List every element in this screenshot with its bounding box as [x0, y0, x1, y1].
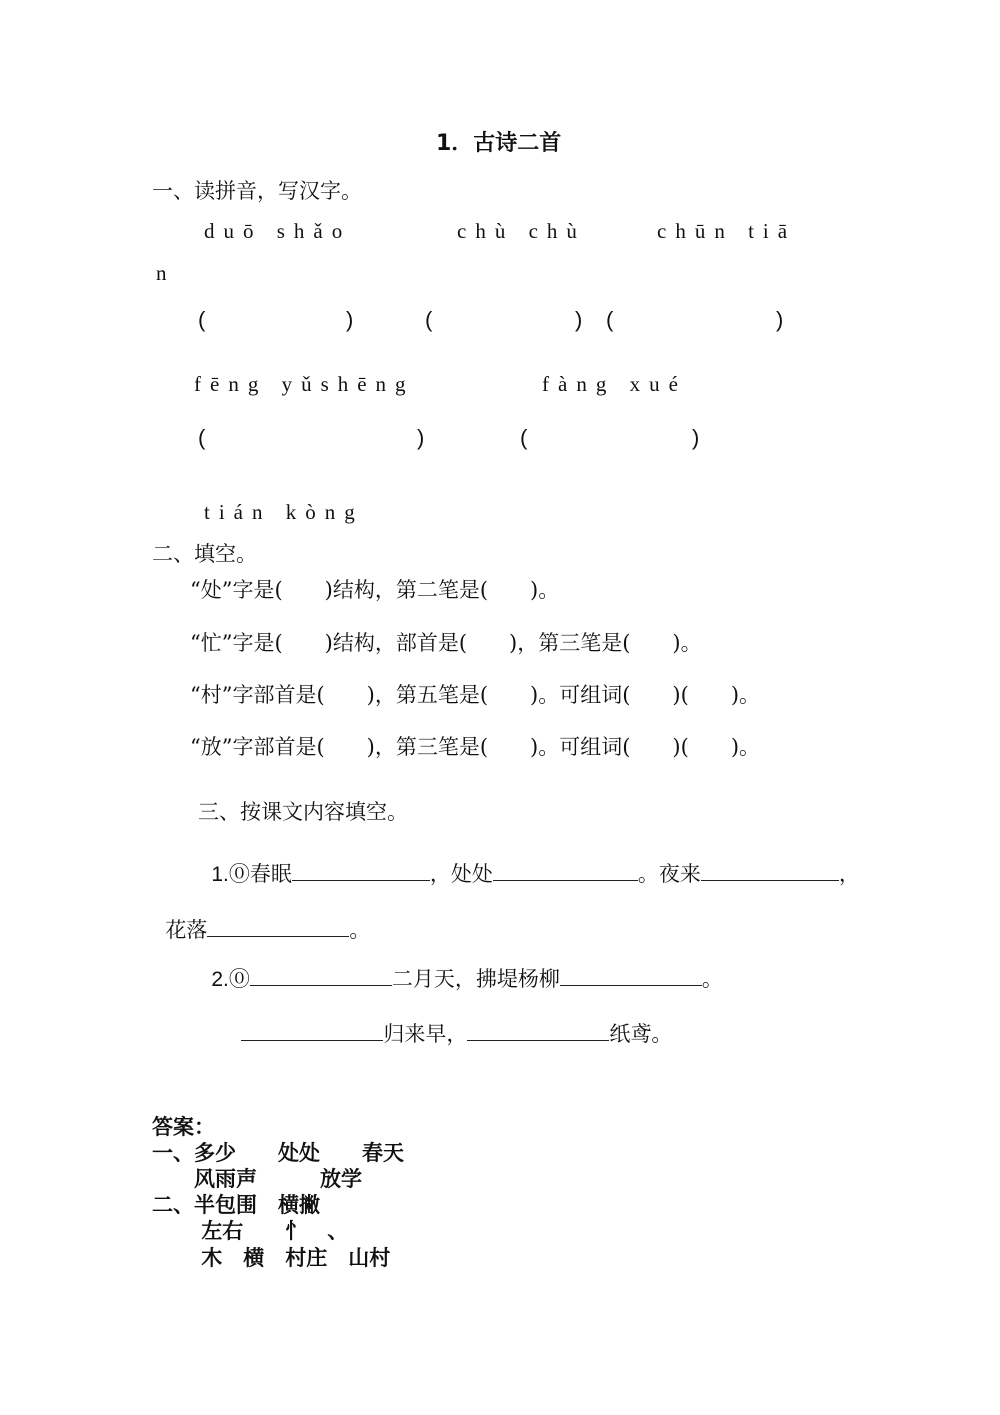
pinyin-tiankong: tián kòng	[204, 500, 364, 524]
fill-blank	[207, 918, 349, 937]
fill-blank	[467, 1022, 609, 1041]
pinyin-fangxue: fàng xué	[542, 372, 687, 396]
q1-text: 。	[349, 918, 371, 942]
answer-blank-paren: (	[198, 425, 206, 450]
answer-blank-paren: )	[346, 307, 354, 332]
q1-prefix: 1.⓪	[211, 863, 250, 886]
poem-q2-line2	[228, 1001, 672, 1045]
answer-blank-paren: (	[198, 307, 206, 332]
section3-heading: 三、按课文内容填空。	[198, 800, 408, 824]
fill-line-cun: “村”字部首是( )，第五笔是( )。可组词( )( )。	[190, 683, 761, 707]
q2-text: 纸鸢。	[609, 1022, 673, 1046]
answer-blank-paren: (	[606, 307, 614, 332]
answer-blank-paren: )	[575, 307, 583, 332]
q1-text: 花落	[165, 918, 208, 942]
answers-heading: 答案：	[152, 1115, 215, 1139]
answer-blank-paren: (	[520, 425, 528, 450]
section2-heading: 二、填空。	[152, 542, 257, 566]
fill-blank	[292, 862, 430, 881]
fill-blank	[250, 967, 392, 986]
fill-blank	[493, 862, 638, 881]
section1-heading: 一、读拼音，写汉字。	[152, 179, 362, 203]
fill-blank	[701, 862, 839, 881]
q2-text: 归来早，	[383, 1022, 468, 1046]
answer-blank-paren: )	[776, 307, 784, 332]
q1-text: 春眠	[249, 862, 292, 886]
poem-q1-line1	[198, 841, 860, 885]
answer-blank-paren: (	[425, 307, 433, 332]
fill-blank	[560, 967, 702, 986]
q1-text: ，	[838, 862, 860, 886]
fill-line-mang: “忙”字是( )结构，部首是( )，第三笔是( )。	[190, 631, 702, 655]
q2-text: 。	[701, 967, 723, 991]
answer-line: 木 横 村庄 山村	[152, 1246, 391, 1270]
pinyin-fengyusheng: fēng yǔshēng	[194, 372, 415, 396]
answer-line: 风雨声 放学	[152, 1167, 362, 1191]
fill-line-fang: “放”字部首是( )，第三笔是( )。可组词( )( )。	[190, 735, 761, 759]
answer-line: 二、半包围 横撇	[152, 1193, 320, 1217]
pinyin-chuntian-wrap: n	[156, 261, 176, 285]
answer-line: 一、多少 处处 春天	[152, 1141, 404, 1165]
pinyin-chuchu: chù chù	[457, 219, 586, 243]
pinyin-duoshao: duō shǎo	[204, 219, 352, 243]
poem-q1-line2	[152, 897, 370, 941]
answer-blank-paren: )	[692, 425, 700, 450]
fill-blank	[241, 1022, 383, 1041]
q2-prefix: 2.⓪	[211, 968, 250, 991]
q1-text: 。夜来	[637, 862, 701, 886]
q1-text: ，处处	[429, 862, 493, 886]
pinyin-chuntian: chūn tiā	[657, 219, 797, 243]
q2-text: 二月天，拂堤杨柳	[391, 967, 560, 991]
fill-line-chu: “处”字是( )结构，第二笔是( )。	[190, 578, 560, 602]
answer-blank-paren: )	[417, 425, 425, 450]
answer-line: 左右 忄 、	[152, 1219, 349, 1243]
poem-q2-line1	[198, 946, 723, 990]
page-title: 1．古诗二首	[436, 131, 562, 156]
